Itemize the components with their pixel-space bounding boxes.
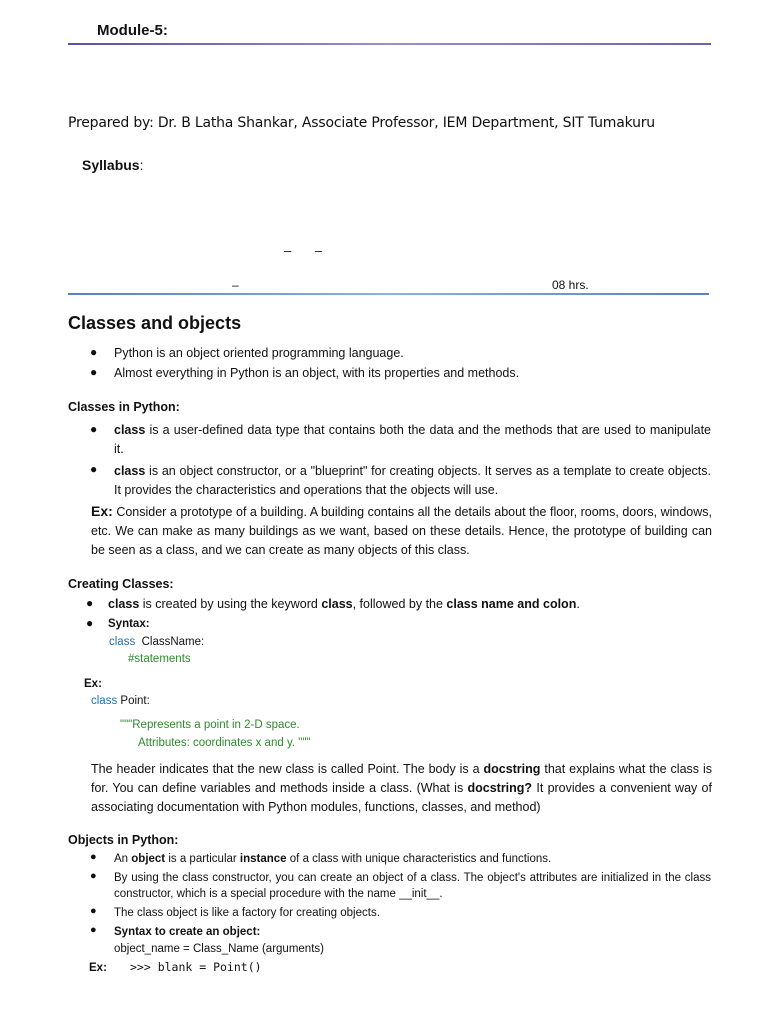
object-syntax-code: object_name = Class_Name (arguments) <box>114 943 324 955</box>
object-definition-bullet <box>114 851 711 867</box>
creating-class-text: is created by using the keyword <box>139 597 322 611</box>
syllabus-hours: 08 hrs. <box>552 278 589 292</box>
class-keyword: class <box>114 423 146 437</box>
syllabus-divider <box>68 293 709 295</box>
creating-class-bullet <box>108 595 705 614</box>
creating-classes-heading: Creating Classes: <box>68 577 174 591</box>
syllabus-dash: – <box>232 278 239 292</box>
object-text: of a class with unique characteristics and functions. <box>286 853 552 865</box>
syntax-code-line <box>109 634 204 650</box>
header-divider <box>68 43 711 45</box>
bullet-icon: ● <box>86 616 94 630</box>
docstring-explanation <box>91 760 712 817</box>
intro-bullet-1: Python is an object oriented programming language. <box>114 346 404 360</box>
explanation-text: The header indicates that the new class is called Point. The body is a <box>91 762 484 776</box>
class-constructor-text: is an object constructor, or a "blueprint" for creating objects. It serves as a template to create objects. It provides the characteristics and operations that the objects will use. <box>114 464 711 497</box>
factory-bullet: The class object is like a factory for creating objects. <box>114 907 380 919</box>
example-label: Ex: <box>91 503 113 519</box>
docstring-line-1: """Represents a point in 2-D space. <box>120 719 300 731</box>
bullet-icon: ● <box>86 596 94 610</box>
class-example-paragraph <box>91 502 712 560</box>
explanation-text: It provides a convenient way of associating documentation with Python modules, functions, classes, and method) <box>91 781 712 814</box>
example-label: Ex: <box>89 962 107 974</box>
objects-in-python-heading: Objects in Python: <box>68 833 179 847</box>
constructor-bullet: By using the class constructor, you can create an object of a class. The object's attributes are initialized in the class constructor, which is a special procedure with the name __init__. <box>114 872 711 900</box>
code-comment: #statements <box>128 653 191 665</box>
syllabus-colon: : <box>139 157 144 173</box>
docstring-term: docstring? <box>467 781 533 795</box>
syllabus-heading <box>82 157 143 173</box>
class-keyword: class <box>321 597 353 611</box>
syntax-label: Syntax: <box>108 618 150 630</box>
example-label: Ex: <box>84 678 102 690</box>
code-classname: ClassName: <box>141 636 205 648</box>
creating-class-text: . <box>576 597 580 611</box>
bullet-icon: ● <box>90 924 97 936</box>
object-example-code: >>> blank = Point() <box>130 960 262 974</box>
bullet-icon: ● <box>90 870 97 882</box>
syllabus-dashes: – – <box>284 243 333 258</box>
class-keyword: class <box>108 597 140 611</box>
code-keyword: class <box>91 695 118 707</box>
bullet-icon: ● <box>90 851 97 863</box>
class-keyword: class <box>114 464 146 478</box>
module-title: Module-5: <box>97 22 168 39</box>
example-code-line <box>91 693 150 709</box>
syllabus-label: Syllabus <box>82 157 140 173</box>
section-title: Classes and objects <box>68 313 242 333</box>
bullet-icon: ● <box>90 365 98 379</box>
classes-in-python-heading: Classes in Python: <box>68 400 180 414</box>
explanation-text: that explains what the class is for. You can define variables and methods inside a class. (What is <box>91 762 712 795</box>
bullet-icon: ● <box>90 462 98 476</box>
creating-class-text: , followed by the <box>352 597 447 611</box>
object-syntax-label: Syntax to create an object: <box>114 926 261 938</box>
bullet-icon: ● <box>90 905 97 917</box>
instance-term: instance <box>239 853 287 865</box>
class-name-colon: class name and colon <box>446 597 577 611</box>
class-definition-bullet <box>114 421 711 459</box>
docstring-term: docstring <box>483 762 541 776</box>
code-classname: Point: <box>117 695 150 707</box>
class-definition-text: is a user-defined data type that contains both the data and the methods that are used to manipulate it. <box>114 423 711 456</box>
bullet-icon: ● <box>90 422 98 436</box>
class-constructor-bullet <box>114 462 711 500</box>
class-example-text: Consider a prototype of a building. A building contains all the details about the floor, rooms, doors, windows, etc. We can make as many buildings as we want, based on these details. Hence, the prototype of building can be seen as a class, and we can create as many objects of this class. <box>91 505 712 557</box>
bullet-icon: ● <box>90 345 98 359</box>
object-text: is a particular <box>165 853 240 865</box>
prepared-by: Prepared by: Dr. B Latha Shankar, Associate Professor, IEM Department, SIT Tumakuru <box>68 115 655 131</box>
intro-bullet-2: Almost everything in Python is an object, with its properties and methods. <box>114 366 520 380</box>
docstring-line-2: Attributes: coordinates x and y. """ <box>138 737 311 749</box>
object-text: An <box>114 853 132 865</box>
code-keyword: class <box>109 636 136 648</box>
object-term: object <box>131 853 166 865</box>
